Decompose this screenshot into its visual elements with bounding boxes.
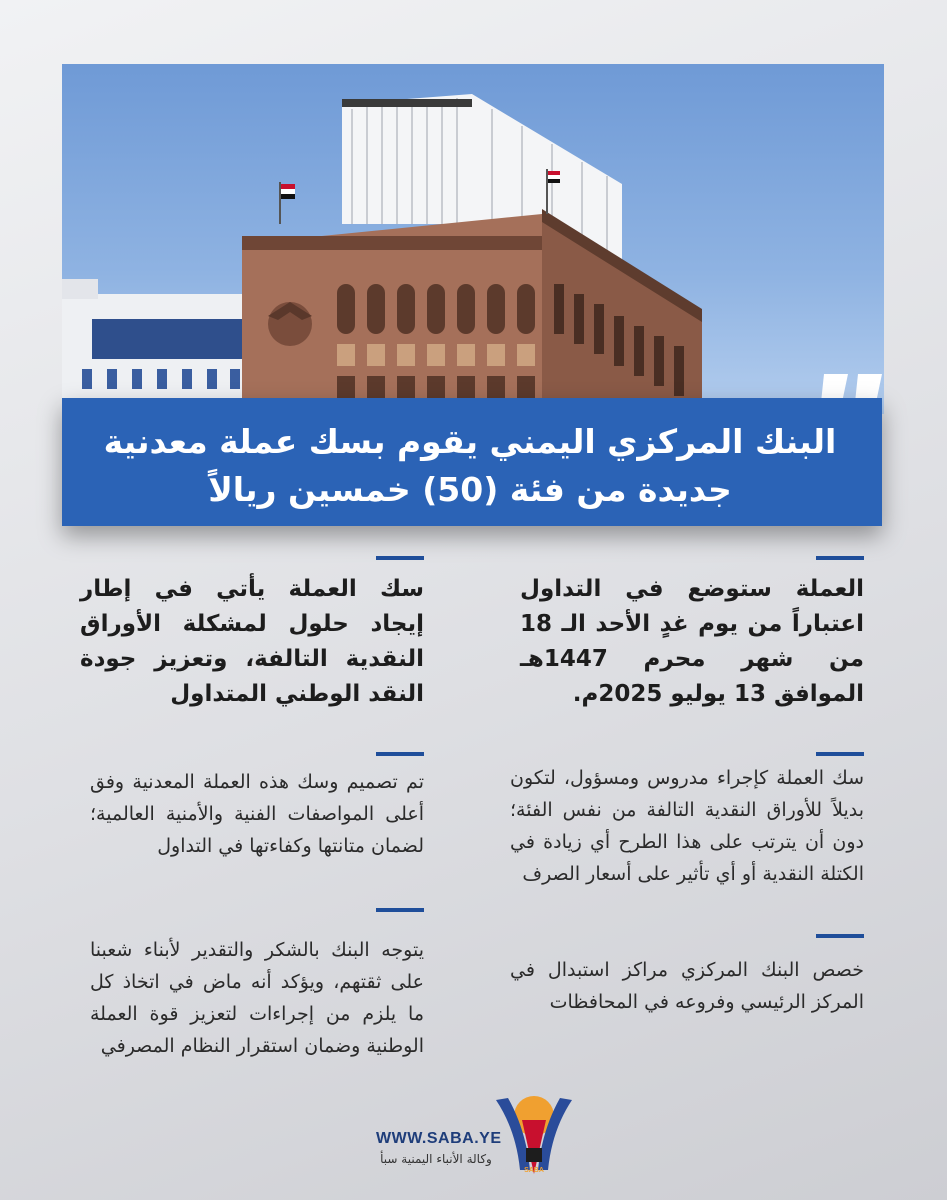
headline-banner	[62, 398, 882, 526]
building-illustration	[62, 64, 884, 414]
paragraph-design-standards: تم تصميم وسك هذه العملة المعدنية وفق أعلى المواصفات الفنية والأمنية العالمية؛ لضمان متانتها وكفاءتها في التداول	[90, 771, 424, 857]
paragraph-exchange-centers: خصص البنك المركزي مراكز استبدال في المركز الرئيسي وفروعه في المحافظات	[510, 959, 864, 1013]
agency-name: وكالة الأنباء اليمنية سبأ	[380, 1152, 492, 1166]
headline-line-1: البنك المركزي اليمني يقوم بسك عملة معدنية	[103, 422, 837, 461]
paragraph-replacement-notes: سك العملة كإجراء مدروس ومسؤول، لتكون بديلاً للأوراق النقدية التالفة من نفس الفئة؛ دون أن يترتب على هذا الطرح أي زيادة في الكتلة النقدية أو أي تأثير على أسعار الصرف	[510, 767, 864, 885]
headline-line-2: جديدة من فئة (50) خمسين ريالاً	[208, 470, 732, 509]
paragraph-gratitude: يتوجه البنك بالشكر والتقدير لأبناء شعبنا على ثقتهم، ويؤكد أنه ماض في اتخاذ كل ما يلزم من إجراءات لتعزيز قوة العملة الوطنية وضمان استقرار النظام المصرفي	[90, 939, 424, 1057]
divider-right-3	[816, 934, 864, 938]
website-url[interactable]: WWW.SABA.YE	[376, 1130, 502, 1147]
building-photo	[62, 64, 884, 414]
divider-right-1	[816, 556, 864, 560]
logo-text: SABA	[524, 1167, 544, 1174]
paragraph-circulation-date: العملة ستوضع في التداول اعتباراً من يوم غدٍ الأحد الـ 18 من شهر محرم 1447هـ الموافق 13 يوليو 2025م.	[520, 576, 864, 707]
headline	[82, 418, 858, 514]
divider-right-2	[816, 752, 864, 756]
divider-left-2	[376, 752, 424, 756]
divider-left-3	[376, 908, 424, 912]
divider-left-1	[376, 556, 424, 560]
paragraph-purpose: سك العملة يأتي في إطار إيجاد حلول لمشكلة الأوراق النقدية التالفة، وتعزيز جودة النقد الوطني المتداول	[80, 576, 424, 707]
